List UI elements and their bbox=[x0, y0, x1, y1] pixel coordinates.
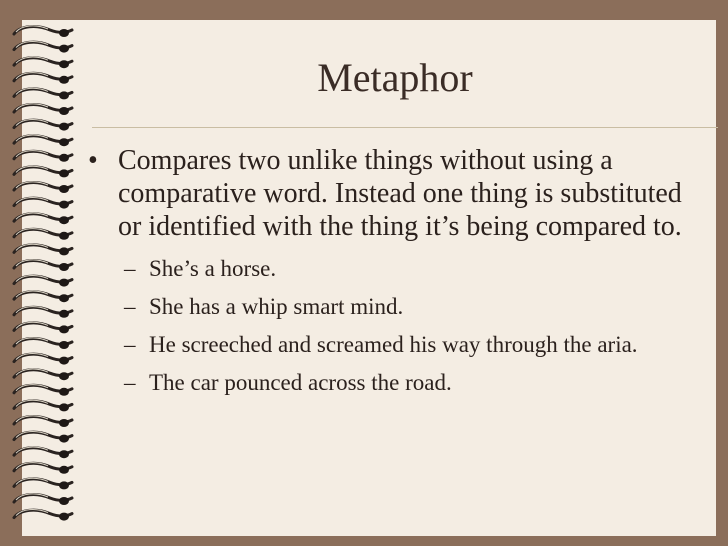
spiral-ring bbox=[14, 509, 72, 520]
spiral-ring bbox=[14, 322, 72, 333]
spiral-ring bbox=[14, 431, 72, 442]
spiral-ring bbox=[14, 57, 72, 68]
spiral-ring bbox=[14, 494, 72, 505]
spiral-ring bbox=[14, 26, 72, 37]
list-item bbox=[124, 255, 688, 282]
slide-title: Metaphor bbox=[317, 55, 473, 100]
main-bullet bbox=[88, 144, 688, 243]
example-text: She has a whip smart mind. bbox=[149, 294, 404, 319]
spiral-ring bbox=[14, 291, 72, 302]
spiral-ring bbox=[14, 229, 72, 240]
spiral-ring bbox=[14, 447, 72, 458]
spiral-ring bbox=[14, 41, 72, 52]
spiral-ring bbox=[14, 151, 72, 162]
spiral-ring bbox=[14, 213, 72, 224]
spiral-ring bbox=[14, 463, 72, 474]
spiral-ring bbox=[14, 260, 72, 271]
content-area bbox=[88, 144, 688, 407]
dash-icon: – bbox=[124, 370, 136, 395]
spiral-ring bbox=[14, 385, 72, 396]
spiral-ring bbox=[14, 369, 72, 380]
spiral-ring bbox=[14, 88, 72, 99]
dash-icon: – bbox=[124, 332, 136, 357]
spiral-ring bbox=[14, 104, 72, 115]
spiral-ring bbox=[14, 338, 72, 349]
spiral-ring bbox=[14, 275, 72, 286]
dash-icon: – bbox=[124, 294, 136, 319]
spiral-ring bbox=[14, 73, 72, 84]
example-text: The car pounced across the road. bbox=[149, 370, 452, 395]
list-item bbox=[124, 369, 688, 396]
spiral-ring bbox=[14, 400, 72, 411]
list-item bbox=[124, 331, 688, 358]
spiral-ring bbox=[14, 478, 72, 489]
spiral-ring bbox=[14, 197, 72, 208]
spiral-ring bbox=[14, 307, 72, 318]
example-list bbox=[88, 255, 688, 396]
spiral-ring bbox=[14, 244, 72, 255]
title-divider bbox=[92, 127, 718, 128]
spiral-ring bbox=[14, 135, 72, 146]
example-text: She’s a horse. bbox=[149, 256, 277, 281]
spiral-ring bbox=[14, 416, 72, 427]
spiral-ring bbox=[14, 166, 72, 177]
spiral-binding-icon bbox=[6, 20, 86, 536]
spiral-ring bbox=[14, 353, 72, 364]
example-text: He screeched and screamed his way through the aria. bbox=[149, 332, 638, 357]
spiral-ring bbox=[14, 119, 72, 130]
spiral-ring bbox=[14, 182, 72, 193]
main-bullet-text: Compares two unlike things without using a comparative word. Instead one thing is substituted or identified with the thing it’s being compared to. bbox=[118, 145, 682, 242]
list-item bbox=[124, 293, 688, 320]
bullet-dot-icon: • bbox=[88, 145, 98, 176]
dash-icon: – bbox=[124, 256, 136, 281]
